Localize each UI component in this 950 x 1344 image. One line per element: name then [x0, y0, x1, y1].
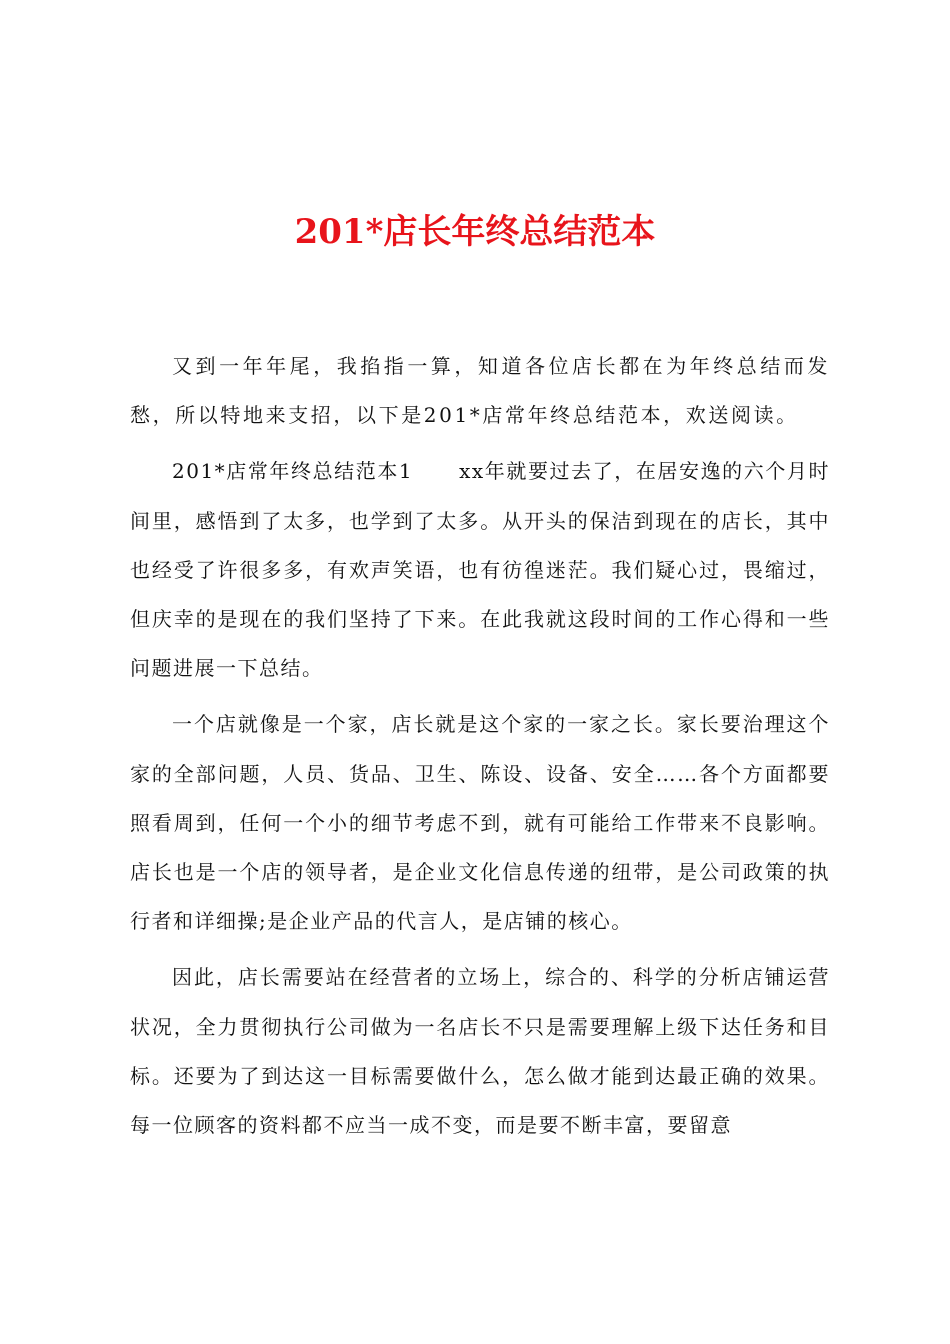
- paragraph-therefore: 因此，店长需要站在经营者的立场上，综合的、科学的分析店铺运营状况，全力贯彻执行公司做为一名店长不只是需要理解上级下达任务和目标。还要为了到达这一目标需要做什么，怎么做才能到达最正确的效果。每一位顾客的资料都不应当一成不变，而是要不断丰富，要留意: [130, 965, 830, 1138]
- document-title: 201*店长年终总结范本: [294, 212, 656, 252]
- paragraph-sample-1: [130, 447, 830, 693]
- document-body: [130, 342, 830, 1157]
- sample-heading: 201*店常年终总结范本1: [172, 459, 414, 484]
- sample-text: xx年就要过去了，在居安逸的六个月时间里，感悟到了太多，也学到了太多。从开头的保洁到现在的店长，其中也经受了许很多多，有欢声笑语，也有彷徨迷茫。我们疑心过，畏缩过，但庆幸的是现在的我们坚持了下来。在此我就这段时间的工作心得和一些问题进展一下总结。: [130, 459, 830, 681]
- paragraph-intro: 又到一年年尾，我掐指一算，知道各位店长都在为年终总结而发愁，所以特地来支招，以下是201*店常年终总结范本，欢送阅读。: [130, 354, 830, 428]
- paragraph-store-family: 一个店就像是一个家，店长就是这个家的一家之长。家长要治理这个家的全部问题，人员、货品、卫生、陈设、设备、安全……各个方面都要照看周到，任何一个小的细节考虑不到，就有可能给工作带来不良影响。店长也是一个店的领导者，是企业文化信息传递的纽带，是公司政策的执行者和详细操;是企业产品的代言人，是店铺的核心。: [130, 712, 830, 934]
